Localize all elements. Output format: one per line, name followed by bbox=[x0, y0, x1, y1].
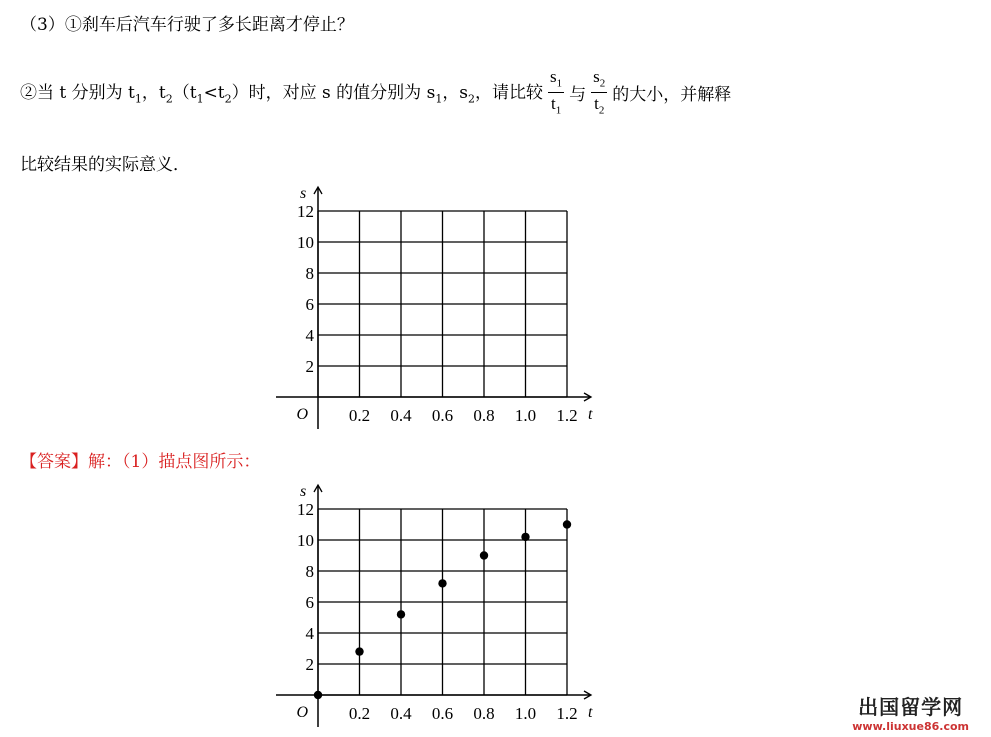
data-point bbox=[563, 520, 571, 528]
y-tick-label: 2 bbox=[305, 655, 314, 674]
y-tick-label: 12 bbox=[297, 202, 314, 221]
empty-grid-chart bbox=[270, 182, 600, 436]
x-tick-label: 0.2 bbox=[348, 704, 371, 723]
watermark-logo-text: 出国留学网 bbox=[858, 695, 964, 719]
data-point bbox=[480, 551, 488, 559]
y-axis-label: s bbox=[300, 483, 307, 500]
origin-label: O bbox=[296, 704, 308, 721]
data-point bbox=[397, 610, 405, 618]
watermark-url: www.liuxue86.com bbox=[852, 720, 969, 733]
y-tick-label: 4 bbox=[305, 624, 314, 643]
question-text-tail: 的大小，并解释 bbox=[612, 84, 732, 105]
question-part-3-line: （3）①刹车后汽车行驶了多长距离才停止？ bbox=[20, 15, 354, 35]
y-tick-label: 6 bbox=[305, 295, 314, 314]
x-tick-label: 0.8 bbox=[473, 704, 495, 723]
x-axis-label: t bbox=[588, 406, 593, 423]
x-tick-label: 0.4 bbox=[390, 406, 412, 425]
y-axis-label: s bbox=[300, 185, 307, 202]
chart-svg-2 bbox=[270, 480, 600, 730]
y-tick-label: 10 bbox=[297, 233, 314, 252]
y-tick-label: 4 bbox=[305, 326, 314, 345]
answer-label: 【答案】解：（1）描点图所示： bbox=[20, 452, 261, 472]
x-tick-label: 1.0 bbox=[514, 704, 537, 723]
scatter-plot-chart bbox=[270, 480, 600, 734]
site-watermark bbox=[852, 691, 969, 733]
x-tick-label: 0.6 bbox=[431, 406, 454, 425]
origin-label: O bbox=[296, 406, 308, 423]
y-tick-label: 2 bbox=[305, 357, 314, 376]
question-part-2-line bbox=[20, 62, 731, 122]
x-tick-label: 1.0 bbox=[514, 406, 537, 425]
data-point bbox=[355, 647, 363, 655]
x-tick-label: 0.2 bbox=[348, 406, 371, 425]
question-text: ②当 t 分别为 $t_1$，$t_2(t_1<t_2)$时，对应 s 的值分别为 $s_1$，$s_2$，请比较 bbox=[20, 83, 544, 106]
data-point bbox=[314, 691, 322, 699]
x-tick-label: 0.4 bbox=[390, 704, 412, 723]
y-tick-label: 8 bbox=[305, 264, 314, 283]
y-tick-label: 10 bbox=[297, 531, 314, 550]
data-point bbox=[438, 579, 446, 587]
x-tick-label: 1.2 bbox=[556, 704, 578, 723]
question-text-connector: 与 bbox=[569, 84, 587, 105]
fraction-s2-over-t2: $\frac{s_2}{t_2}$ bbox=[593, 67, 606, 116]
question-part-2-continuation: 比较结果的实际意义． bbox=[20, 155, 190, 175]
y-tick-label: 8 bbox=[305, 562, 314, 581]
data-point bbox=[521, 533, 529, 541]
x-tick-label: 1.2 bbox=[556, 406, 578, 425]
x-tick-label: 0.8 bbox=[473, 406, 495, 425]
y-tick-label: 6 bbox=[305, 593, 314, 612]
x-axis-label: t bbox=[588, 704, 593, 721]
fraction-s1-over-t1: $\frac{s_1}{t_1}$ bbox=[550, 67, 563, 116]
chart-svg-1 bbox=[270, 182, 600, 432]
x-tick-label: 0.6 bbox=[431, 704, 454, 723]
y-tick-label: 12 bbox=[297, 500, 314, 519]
